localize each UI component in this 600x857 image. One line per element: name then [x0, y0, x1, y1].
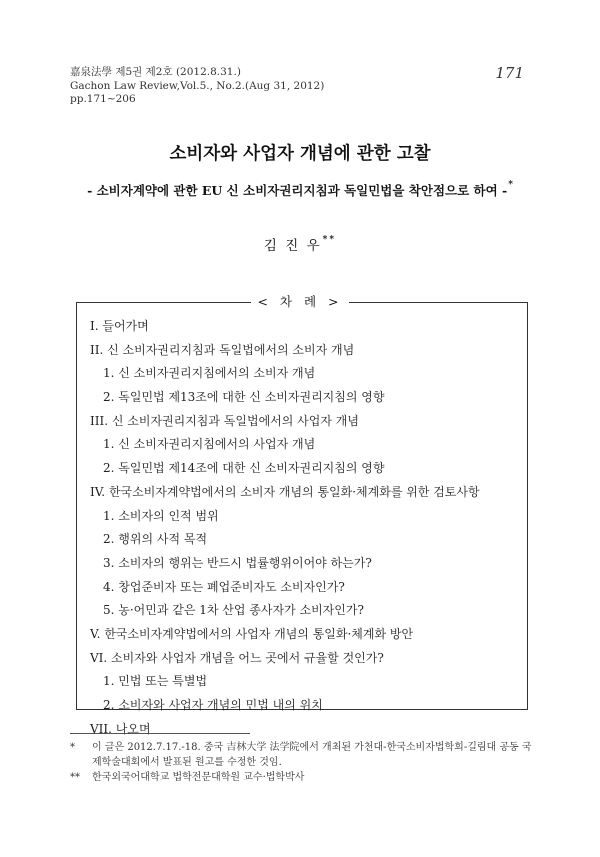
author-line: [0, 234, 600, 254]
toc-item: 2. 행위의 사적 목적: [103, 532, 208, 547]
footnote-mark: *: [70, 742, 75, 753]
footnote-text: 이 글은 2012.7.17.-18. 중국 吉林大学 法学院에서 개최된 가천대-한국소비자법학회-길림대 공동 국제학술대회에서 발표된 원고를 수정한 것임.: [92, 742, 532, 768]
footnote-divider: [70, 733, 250, 734]
toc-item: 1. 소비자의 인적 범위: [103, 508, 219, 523]
footnote: [70, 770, 540, 785]
subtitle-text: - 소비자계약에 관한 EU 신 소비자권리지침과 독일민법을 착안점으로 하여 -: [87, 183, 508, 198]
footnotes: [70, 740, 540, 785]
toc-item: III. 신 소비자권리지침과 독일법에서의 사업자 개념: [90, 413, 359, 428]
page-range: pp.171~206: [70, 93, 136, 105]
toc-item: 2. 독일민법 제14조에 대한 신 소비자권리지침의 영향: [103, 461, 385, 476]
journal-header: [70, 66, 324, 107]
author-name: 김 진 우: [263, 238, 322, 254]
toc-list: [90, 318, 480, 744]
toc-item: 2. 소비자와 사업자 개념의 민법 내의 위치: [103, 698, 323, 712]
footnote: [70, 740, 540, 770]
toc-item: 1. 신 소비자권리지침에서의 사업자 개념: [103, 437, 316, 452]
journal-title-en: Gachon Law Review,Vol.5., No.2.(Aug 31, 2012): [70, 79, 325, 92]
toc-item: II. 신 소비자권리지침과 독일법에서의 소비자 개념: [90, 342, 355, 357]
toc-item: I. 들어가며: [90, 319, 149, 333]
toc-item: 5. 농·어민과 같은 1차 산업 종사자가 소비자인가?: [103, 603, 364, 618]
toc-heading: [0, 292, 600, 310]
toc-item: IV. 한국소비자계약법에서의 소비자 개념의 통일화·체계화를 위한 검토사항: [90, 484, 480, 499]
paper-subtitle: [0, 180, 600, 199]
toc-item: 1. 신 소비자권리지침에서의 소비자 개념: [103, 366, 316, 381]
toc-item: 3. 소비자의 행위는 반드시 법률행위이어야 하는가?: [103, 555, 372, 570]
footnote-text: 한국외국어대학교 법학전문대학원 교수·법학박사: [92, 772, 305, 783]
toc-item: 2. 독일민법 제13조에 대한 신 소비자권리지침의 영향: [103, 390, 385, 405]
toc-item: 4. 창업준비자 또는 폐업준비자도 소비자인가?: [103, 579, 345, 594]
toc-item: VII. 나오며: [90, 721, 151, 736]
author-footnote-mark: **: [322, 235, 337, 245]
page-number: 171: [495, 64, 524, 82]
toc-heading-text: < 차 례 >: [251, 294, 348, 309]
toc-item: 1. 민법 또는 특별법: [103, 674, 208, 689]
paper-title: 소비자와 사업자 개념에 관한 고찰: [169, 144, 431, 164]
journal-title-ko: 嘉泉法學 제5권 제2호 (2012.8.31.): [70, 66, 241, 78]
toc-item: VI. 소비자와 사업자 개념을 어느 곳에서 규율할 것인가?: [90, 650, 384, 665]
toc-item: V. 한국소비자계약법에서의 사업자 개념의 통일화·체계화 방안: [90, 626, 414, 641]
subtitle-footnote-mark: *: [508, 180, 513, 190]
footnote-mark: **: [70, 772, 80, 783]
